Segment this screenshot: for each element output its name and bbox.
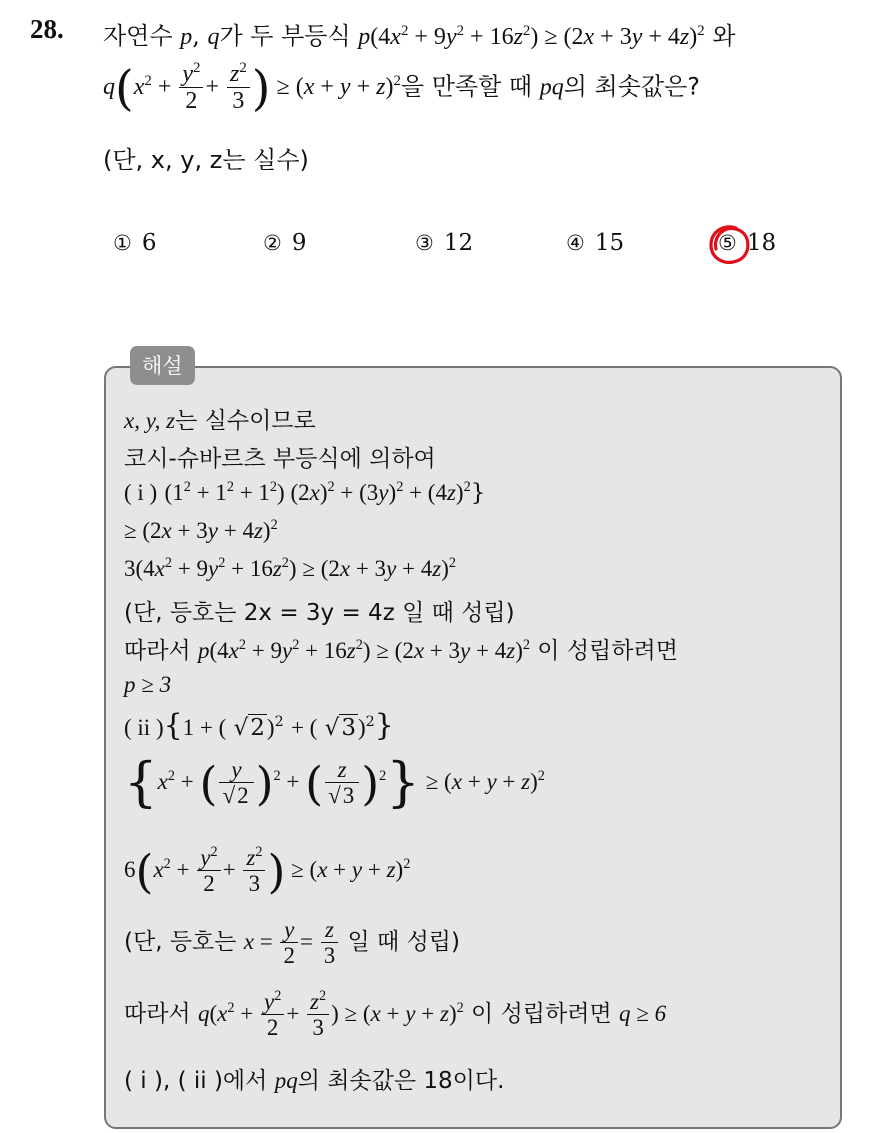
choice-2[interactable]	[263, 230, 306, 256]
solution-line-11: $6(x^2$ + $\frac{y^2}{2}$ + $\frac{z^2}{3}$ ) ≥ $(x + y + z)^2$	[124, 844, 411, 899]
solution-line-6: (단, 등호는 2x = 3y = 4z 일 때 성립)	[124, 600, 515, 626]
choice-1[interactable]	[113, 230, 156, 256]
solution-line-4: ≥ $(2x + 3y + 4z)^2$	[124, 517, 278, 543]
sol-text: (단, 등호는	[124, 929, 237, 956]
sol-text: 이 성립하려면	[537, 638, 678, 664]
sol-text: 이 성립하려면	[471, 1001, 612, 1028]
sol-text: 의 최솟값은 18이다.	[297, 1068, 505, 1094]
solution-line-2: 코시-슈바르츠 부등식에 의하여	[124, 446, 436, 472]
choice-4[interactable]	[566, 230, 624, 256]
solution-line-1: x, y, z는 실수이므로	[124, 408, 316, 434]
solution-line-10: {$x^2$ + ( $\frac{y}{√2}$ )$^2$ + ( $\frac{z}{√3}$ )$^2\} \ge (x + y + z)^2$	[124, 752, 545, 814]
stem-text: 가 두 부등식	[219, 22, 351, 50]
choice-value: 12	[443, 230, 474, 256]
var-p: p	[180, 24, 193, 50]
inequality-2: $q(x^2$ + $\frac{y^2}{2}$ + $\frac{z^2}{3}$ ) ≥ $(x + y + z)^2$	[103, 59, 401, 117]
sol-text: ( i ), ( ii )에서	[124, 1068, 268, 1094]
solution-line-3: ( i ) $(1^2 + 1^2 + 1^2) (2x)^2 + (3y)^2 + (4z)^2$}	[124, 479, 486, 506]
question-stem-line-2	[103, 59, 701, 117]
solution-tag: 해설	[130, 346, 195, 385]
choice-3[interactable]	[415, 230, 473, 256]
solution-line-5: $3(4x^2 + 9y^2 + 16z^2) \ge (2x + 3y + 4z)^2$	[124, 555, 457, 581]
var-pq: pq	[539, 74, 564, 101]
solution-line-7: 따라서 $p(4x^2 + 9y^2 + 16z^2) \ge (2x + 3y + 4z)^2$ 이 성립하려면	[124, 637, 678, 664]
choice-value: 15	[594, 230, 625, 256]
sol-text: 따라서	[124, 638, 191, 664]
choice-mark: ①	[113, 231, 132, 255]
var-q: q	[207, 24, 220, 50]
solution-line-12: (단, 등호는 x = $\frac{y}{2}$ = $\frac{z}{3}$ 일 때 성립)	[124, 917, 460, 969]
choice-mark: ②	[263, 231, 282, 255]
solution-line-13: 따라서 $q(x^2$ + $\frac{y^2}{2}$ + $\frac{z^2}{3}$ ) ≥ $(x + y + z)^2$ 이 성립하려면 q ≥ 6	[124, 988, 667, 1041]
solution-line-8: p ≥ 3	[124, 672, 172, 697]
solution-line-14: ( i ), ( ii )에서 pq의 최솟값은 18이다.	[124, 1068, 505, 1094]
choice-value: 6	[141, 230, 157, 256]
stem-text: 의 최솟값은?	[563, 72, 701, 101]
choice-mark: ④	[566, 231, 585, 255]
choice-value: 9	[291, 230, 307, 256]
answer-circle-mark	[705, 222, 753, 268]
sol-text: q ≥ 6	[618, 1001, 667, 1027]
choice-mark: ⑤	[718, 231, 737, 255]
question-condition: (단, x, y, z는 실수)	[103, 146, 309, 174]
question-number: 28.	[30, 14, 64, 44]
choice-value: 18	[746, 230, 777, 256]
stem-text: 와	[712, 22, 736, 50]
sol-text: 일 때 성립)	[347, 929, 460, 956]
inequality-1: $p(4x^2 + 9y^2 + 16z^2) \ge (2x + 3y + 4z)^2$	[358, 22, 705, 50]
question-stem-line-1: 자연수 p, q가 두 부등식 $p(4x^2 + 9y^2 + 16z^2) \ge (2x + 3y + 4z)^2$ 와	[103, 22, 736, 50]
sol-text: 는 실수이므로	[175, 408, 316, 434]
stem-text: 을 만족할 때	[400, 72, 533, 101]
choice-mark: ③	[415, 231, 434, 255]
solution-line-9: ( ii ){1 + ( √2)$^2$ + ( √3)$^2$}	[124, 708, 394, 743]
stem-text: 자연수	[103, 22, 173, 50]
sol-text: 따라서	[124, 1001, 191, 1028]
